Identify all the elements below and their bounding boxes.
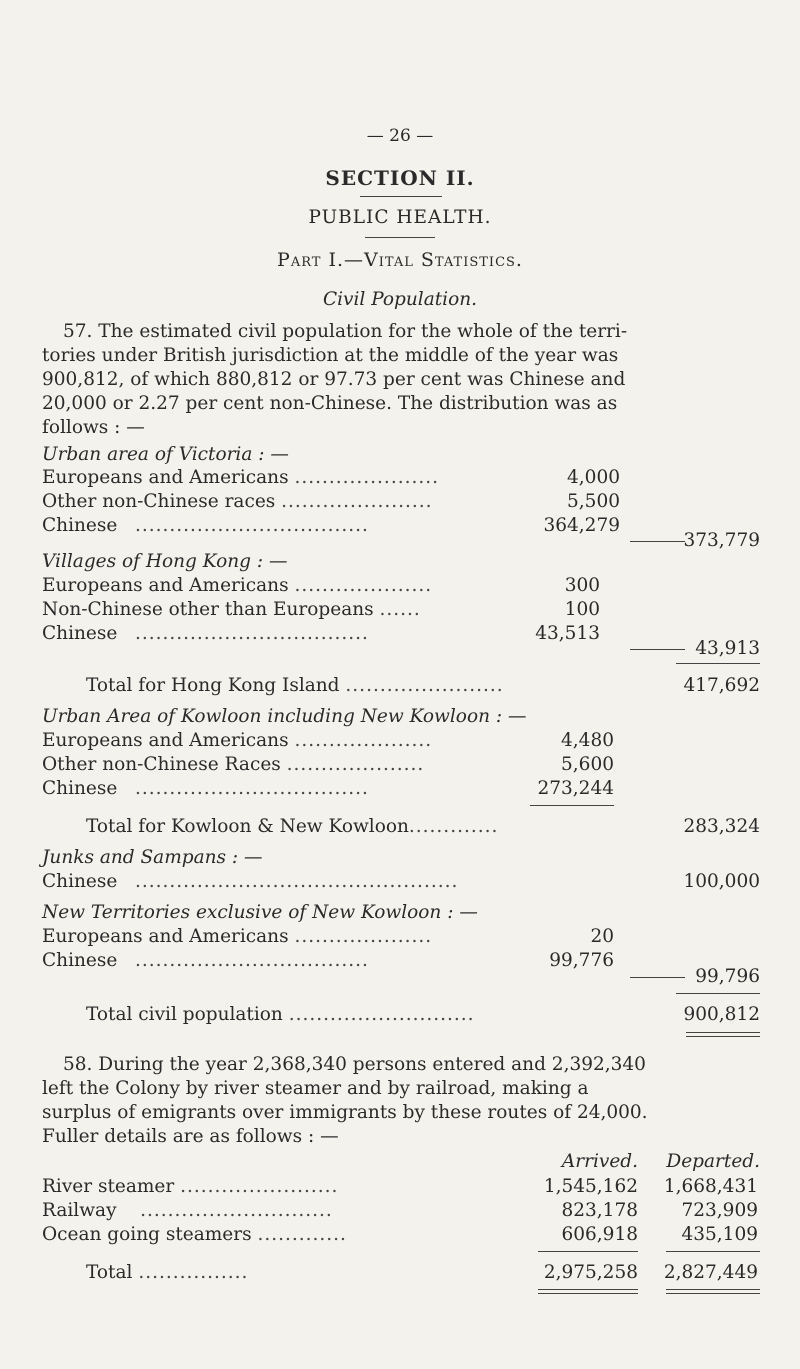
section-title: SECTION II. — [325, 166, 475, 190]
hk-total-label: Total for Hong Kong Island ....................... — [86, 675, 504, 696]
kowloon-row-label: Europeans and Americans .................... — [42, 730, 433, 751]
villages-heading: Villages of Hong Kong : — — [42, 551, 288, 572]
nt-row-label: Chinese .................................. — [42, 950, 369, 971]
migration-departed: 1,668,431 — [663, 1176, 758, 1197]
victoria-subtotal: 373,779 — [683, 530, 760, 551]
migration-departed: 435,109 — [681, 1224, 758, 1245]
kowloon-row-label: Other non-Chinese Races .................... — [42, 754, 425, 775]
page-number: — 26 — — [366, 126, 434, 146]
migration-arrived: 823,178 — [561, 1200, 638, 1221]
junks-row-label: Chinese ............................................... — [42, 871, 459, 892]
victoria-row-value: 4,000 — [567, 467, 620, 488]
para58-line-3: surplus of emigrants over immigrants by these routes of 24,000. — [42, 1102, 648, 1123]
migration-row-label: River steamer ....................... — [42, 1176, 339, 1197]
villages-subtotal: 43,913 — [695, 638, 760, 659]
villages-row-value: 100 — [564, 599, 600, 620]
nt-row-value: 20 — [590, 926, 614, 947]
rule — [676, 663, 760, 664]
victoria-row-label: Europeans and Americans ..................... — [42, 467, 439, 488]
kowloon-row-value: 273,244 — [537, 778, 614, 799]
kowloon-row-value: 4,480 — [561, 730, 614, 751]
rule — [538, 1289, 638, 1290]
rule — [538, 1293, 638, 1294]
junks-heading: Junks and Sampans : — — [42, 847, 263, 868]
civil-total-value: 900,812 — [683, 1004, 760, 1025]
nt-subtotal: 99,796 — [695, 966, 760, 987]
rule — [676, 993, 760, 994]
para58-line-1: 58. During the year 2,368,340 persons entered and 2,392,340 — [63, 1054, 646, 1075]
para57-line-5: follows : — — [42, 417, 145, 438]
subsection-title: PUBLIC HEALTH. — [308, 207, 492, 228]
kowloon-total-label: Total for Kowloon & New Kowloon............. — [86, 816, 499, 837]
para58-line-4: Fuller details are as follows : — — [42, 1126, 339, 1147]
rule — [530, 805, 614, 806]
victoria-heading: Urban area of Victoria : — — [42, 444, 289, 465]
migration-total-departed: 2,827,449 — [663, 1262, 758, 1283]
para58-line-2: left the Colony by river steamer and by railroad, making a — [42, 1078, 589, 1099]
migration-row-label: Railway ............................ — [42, 1200, 333, 1221]
nt-row-value: 99,776 — [549, 950, 614, 971]
victoria-row-value: 364,279 — [543, 515, 620, 536]
junks-row-value: 100,000 — [683, 871, 760, 892]
divider — [365, 237, 435, 238]
rule — [538, 1251, 638, 1252]
rule — [686, 1036, 760, 1037]
hk-total-value: 417,692 — [683, 675, 760, 696]
kowloon-row-value: 5,600 — [561, 754, 614, 775]
migration-departed: 723,909 — [681, 1200, 758, 1221]
rule — [666, 1251, 760, 1252]
rule — [686, 1032, 760, 1033]
migration-total-arrived: 2,975,258 — [543, 1262, 638, 1283]
villages-row-label: Chinese .................................. — [42, 623, 369, 644]
victoria-row-value: 5,500 — [567, 491, 620, 512]
divider — [360, 196, 442, 197]
villages-row-label: Non-Chinese other than Europeans ...... — [42, 599, 421, 620]
kowloon-heading: Urban Area of Kowloon including New Kowloon : — — [42, 706, 527, 727]
para57-line-4: 20,000 or 2.27 per cent non-Chinese. The distribution was as — [42, 393, 618, 414]
col-departed: Departed. — [666, 1151, 760, 1172]
victoria-row-label: Other non-Chinese races ...................... — [42, 491, 433, 512]
villages-row-value: 300 — [564, 575, 600, 596]
civil-total-label: Total civil population ........................... — [86, 1004, 475, 1025]
nt-row-label: Europeans and Americans .................... — [42, 926, 433, 947]
sub-heading: Civil Population. — [322, 289, 478, 310]
victoria-row-label: Chinese .................................. — [42, 515, 369, 536]
rule — [666, 1293, 760, 1294]
rule — [666, 1289, 760, 1290]
para57-line-2: tories under British jurisdiction at the middle of the year was — [42, 345, 619, 366]
para57-line-1: 57. The estimated civil population for the whole of the terri- — [63, 321, 628, 342]
villages-row-label: Europeans and Americans .................... — [42, 575, 433, 596]
migration-total-label: Total ................ — [86, 1262, 249, 1283]
migration-arrived: 1,545,162 — [543, 1176, 638, 1197]
para57-line-3: 900,812, of which 880,812 or 97.73 per cent was Chinese and — [42, 369, 626, 390]
kowloon-row-label: Chinese .................................. — [42, 778, 369, 799]
migration-row-label: Ocean going steamers ............. — [42, 1224, 347, 1245]
part-title: Part I.—Vital Statistics. — [277, 249, 523, 271]
villages-row-value: 43,513 — [535, 623, 600, 644]
migration-arrived: 606,918 — [561, 1224, 638, 1245]
col-arrived: Arrived. — [561, 1151, 638, 1172]
nt-heading: New Territories exclusive of New Kowloon : — — [42, 902, 478, 923]
kowloon-total-value: 283,324 — [683, 816, 760, 837]
